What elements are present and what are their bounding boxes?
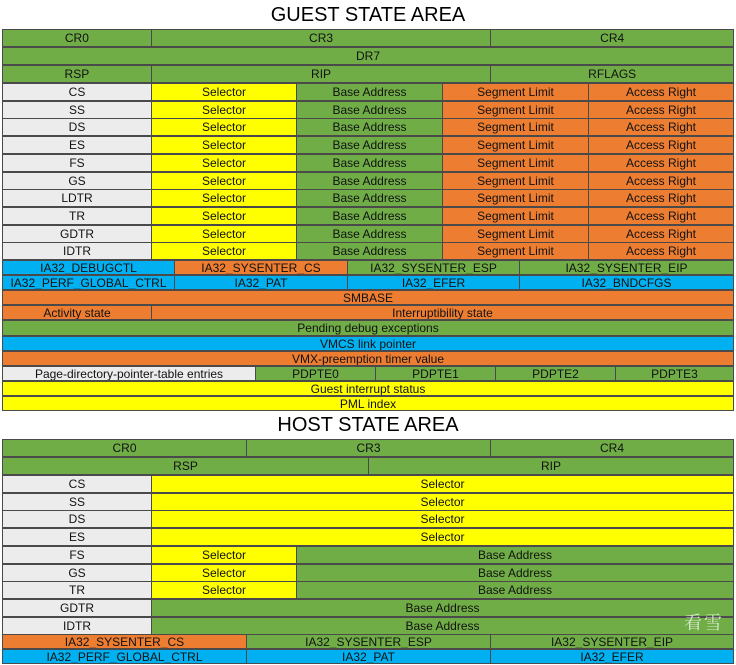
guest-segment-name: CS [2, 83, 152, 101]
guest-rflags: RFLAGS [490, 65, 734, 83]
host-segment-name: TR [2, 581, 152, 599]
guest-rip: RIP [151, 65, 492, 83]
guest-segment-field: Segment Limit [442, 101, 589, 119]
guest-segment-name: LDTR [2, 189, 152, 207]
host-segment-name: SS [2, 493, 152, 511]
guest-pml-index-row [2, 396, 734, 411]
guest-ia32-bndcfgs: IA32_BNDCFGS [519, 275, 734, 290]
host-segment-name: ES [2, 528, 152, 546]
host-selector: Selector [151, 493, 734, 511]
host-base-address: Base Address [296, 546, 734, 564]
host-ia32-sysenter-esp: IA32_SYSENTER_ESP [246, 634, 491, 649]
guest-segment-field: Base Address [296, 172, 443, 190]
guest-segment-field: Access Right [588, 101, 734, 119]
host-ia32-efer: IA32_EFER [490, 649, 734, 664]
guest-segment-row [2, 118, 734, 136]
guest-pdpte0: PDPTE0 [255, 366, 376, 381]
guest-segment-field: Segment Limit [442, 172, 589, 190]
guest-segment-field: Selector [151, 118, 297, 136]
guest-segment-field: Base Address [296, 83, 443, 101]
guest-pdpte-label: Page-directory-pointer-table entries [2, 366, 256, 381]
host-segment-name: GDTR [2, 599, 152, 617]
guest-segment-field: Segment Limit [442, 189, 589, 207]
guest-segment-field: Selector [151, 154, 297, 172]
guest-segment-row [2, 172, 734, 190]
guest-cr4: CR4 [490, 29, 734, 47]
guest-pending-debug-exceptions: Pending debug exceptions [2, 320, 734, 336]
host-ia32-sysenter-cs: IA32_SYSENTER_CS [2, 634, 247, 649]
host-control-row [2, 439, 734, 457]
guest-segment-field: Access Right [588, 83, 734, 101]
guest-vmcs-link-row [2, 336, 734, 351]
host-segment-name: FS [2, 546, 152, 564]
guest-segment-field: Base Address [296, 154, 443, 172]
guest-cr3: CR3 [151, 29, 492, 47]
guest-dr7-row [2, 47, 734, 65]
guest-segment-field: Selector [151, 225, 297, 243]
host-selector: Selector [151, 581, 297, 599]
guest-segment-row [2, 83, 734, 101]
guest-smbase-row [2, 290, 734, 305]
guest-segment-row [2, 136, 734, 154]
guest-segment-field: Segment Limit [442, 225, 589, 243]
host-selector-row [2, 510, 734, 528]
guest-segment-field: Selector [151, 172, 297, 190]
guest-segment-row [2, 225, 734, 243]
guest-pdpte3: PDPTE3 [615, 366, 734, 381]
guest-segment-field: Access Right [588, 154, 734, 172]
host-selector: Selector [151, 510, 734, 528]
guest-pdpte-row [2, 366, 734, 381]
guest-segment-field: Selector [151, 242, 297, 260]
guest-cr0: CR0 [2, 29, 152, 47]
host-base-row [2, 617, 734, 635]
host-segment-name: DS [2, 510, 152, 528]
guest-msr-row-1 [2, 260, 734, 275]
guest-ia32-efer: IA32_EFER [347, 275, 520, 290]
host-selector-base-row [2, 546, 734, 564]
guest-interrupt-status-row [2, 381, 734, 396]
guest-segment-name: GDTR [2, 225, 152, 243]
guest-segment-field: Access Right [588, 242, 734, 260]
host-cr4: CR4 [490, 439, 734, 457]
guest-msr-row-2 [2, 275, 734, 290]
host-selector-base-row [2, 564, 734, 582]
guest-segment-name: GS [2, 172, 152, 190]
guest-segment-field: Base Address [296, 242, 443, 260]
host-selector: Selector [151, 564, 297, 582]
guest-segment-field: Segment Limit [442, 154, 589, 172]
guest-interrupt-status: Guest interrupt status [2, 381, 734, 396]
host-selector-row [2, 475, 734, 493]
guest-vmx-preemption-timer: VMX-preemption timer value [2, 351, 734, 366]
guest-rip-row [2, 65, 734, 83]
host-cr0: CR0 [2, 439, 247, 457]
host-cr3: CR3 [246, 439, 491, 457]
host-ia32-pat: IA32_PAT [246, 649, 491, 664]
guest-pdpte2: PDPTE2 [495, 366, 616, 381]
host-selector-row [2, 493, 734, 511]
host-ia32-sysenter-eip: IA32_SYSENTER_EIP [490, 634, 734, 649]
guest-segment-name: SS [2, 101, 152, 119]
guest-segment-field: Segment Limit [442, 118, 589, 136]
guest-segment-name: DS [2, 118, 152, 136]
guest-segment-name: FS [2, 154, 152, 172]
host-rip-row [2, 457, 734, 475]
host-selector: Selector [151, 546, 297, 564]
host-segment-name: CS [2, 475, 152, 493]
host-state-title: HOST STATE AREA [0, 412, 736, 438]
guest-segment-field: Base Address [296, 189, 443, 207]
guest-segment-field: Access Right [588, 225, 734, 243]
guest-segment-row [2, 242, 734, 260]
host-base-address: Base Address [151, 599, 734, 617]
host-segment-name: GS [2, 564, 152, 582]
host-selector: Selector [151, 475, 734, 493]
host-base-address: Base Address [296, 581, 734, 599]
host-base-address: Base Address [151, 617, 734, 635]
guest-segment-name: TR [2, 207, 152, 225]
guest-ia32-debugctl: IA32_DEBUGCTL [2, 260, 175, 275]
guest-interruptibility-state: Interruptibility state [151, 305, 734, 320]
guest-state-title: GUEST STATE AREA [0, 2, 736, 28]
guest-pdpte1: PDPTE1 [375, 366, 496, 381]
guest-activity-state: Activity state [2, 305, 152, 320]
guest-segment-field: Base Address [296, 101, 443, 119]
host-rip: RIP [368, 457, 734, 475]
guest-ia32-sysenter-esp: IA32_SYSENTER_ESP [347, 260, 520, 275]
host-msr-row-2 [2, 649, 734, 664]
guest-control-row [2, 29, 734, 47]
guest-segment-field: Base Address [296, 207, 443, 225]
guest-ia32-perf-global-ctrl: IA32_PERF_GLOBAL_CTRL [2, 275, 175, 290]
guest-segment-field: Segment Limit [442, 242, 589, 260]
guest-segment-name: ES [2, 136, 152, 154]
watermark-logo: 看雪 [684, 613, 724, 634]
guest-segment-field: Base Address [296, 136, 443, 154]
guest-segment-field: Selector [151, 136, 297, 154]
host-selector-base-row [2, 581, 734, 599]
guest-smbase: SMBASE [2, 290, 734, 305]
host-selector-row [2, 528, 734, 546]
guest-pml-index: PML index [2, 396, 734, 411]
guest-segment-field: Selector [151, 189, 297, 207]
guest-segment-field: Access Right [588, 189, 734, 207]
guest-segment-field: Selector [151, 207, 297, 225]
host-rsp: RSP [2, 457, 369, 475]
guest-segment-row [2, 154, 734, 172]
guest-segment-row [2, 101, 734, 119]
guest-segment-field: Access Right [588, 136, 734, 154]
host-base-address: Base Address [296, 564, 734, 582]
guest-segment-field: Base Address [296, 225, 443, 243]
guest-segment-field: Access Right [588, 207, 734, 225]
guest-segment-field: Access Right [588, 118, 734, 136]
guest-ia32-sysenter-eip: IA32_SYSENTER_EIP [519, 260, 734, 275]
host-segment-name: IDTR [2, 617, 152, 635]
guest-dr7: DR7 [2, 47, 734, 65]
guest-segment-field: Selector [151, 83, 297, 101]
guest-segment-name: IDTR [2, 242, 152, 260]
guest-activity-row [2, 305, 734, 320]
guest-segment-row [2, 189, 734, 207]
host-msr-row-1 [2, 634, 734, 649]
guest-vmcs-link-pointer: VMCS link pointer [2, 336, 734, 351]
host-selector: Selector [151, 528, 734, 546]
host-ia32-perf-global-ctrl: IA32_PERF_GLOBAL_CTRL [2, 649, 247, 664]
host-base-row [2, 599, 734, 617]
guest-segment-field: Base Address [296, 118, 443, 136]
guest-segment-field: Segment Limit [442, 136, 589, 154]
guest-rsp: RSP [2, 65, 152, 83]
guest-ia32-pat: IA32_PAT [174, 275, 348, 290]
guest-pending-debug-row [2, 320, 734, 336]
guest-segment-row [2, 207, 734, 225]
guest-preemption-row [2, 351, 734, 366]
guest-ia32-sysenter-cs: IA32_SYSENTER_CS [174, 260, 348, 275]
guest-segment-field: Segment Limit [442, 83, 589, 101]
guest-segment-field: Access Right [588, 172, 734, 190]
guest-segment-field: Selector [151, 101, 297, 119]
guest-segment-field: Segment Limit [442, 207, 589, 225]
